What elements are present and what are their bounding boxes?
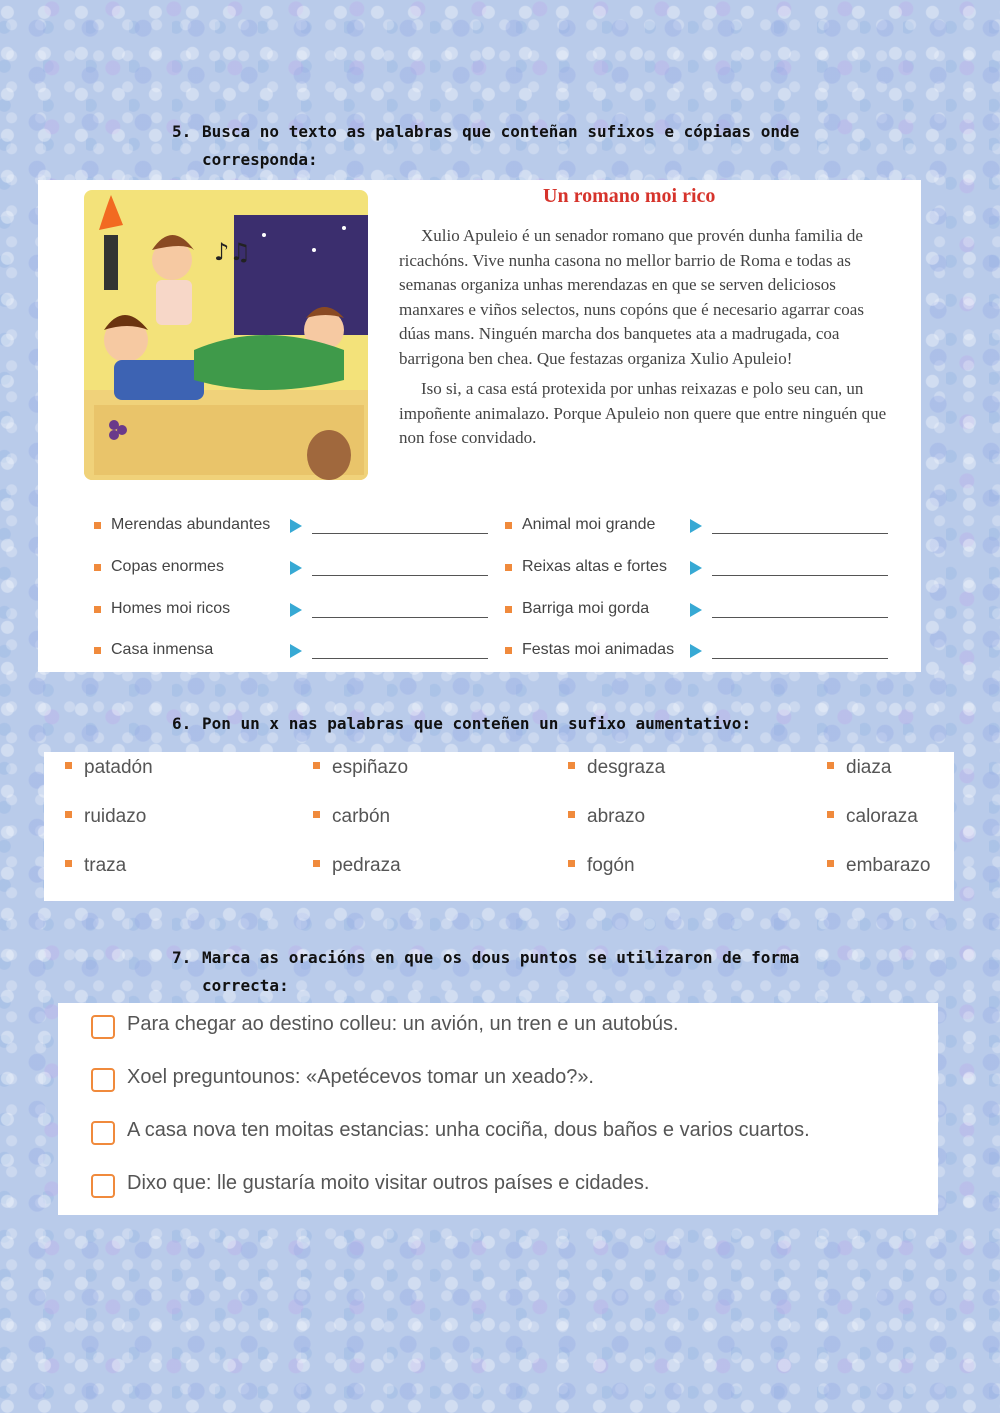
arrow-right-icon: [690, 644, 702, 658]
bullet-icon: [94, 564, 101, 571]
arrow-right-icon: [690, 519, 702, 533]
word-option[interactable]: pedraza: [313, 855, 401, 877]
word-option[interactable]: ruidazo: [65, 806, 146, 828]
section5-instruction: 5. Busca no texto as palabras que conteñan sufixos e cópiaas onde corresponda:: [172, 122, 800, 169]
word-option[interactable]: abrazo: [568, 806, 645, 828]
roman-banquet-illustration: [84, 190, 368, 480]
bullet-icon: [505, 647, 512, 654]
bullet-icon: [505, 564, 512, 571]
bullet-icon: [568, 762, 575, 769]
arrow-right-icon: [290, 561, 302, 575]
checkbox[interactable]: [91, 1068, 115, 1092]
bullet-icon: [313, 860, 320, 867]
bullet-icon: [827, 811, 834, 818]
answer-blank[interactable]: [312, 658, 488, 659]
word-option[interactable]: desgraza: [568, 757, 665, 779]
word-option[interactable]: fogón: [568, 855, 635, 877]
match-row: Festas moi animadas: [505, 639, 905, 663]
story-paragraph: Iso si, a casa está protexida por unhas reixazas e polo seu can, un impoñente animalazo. Porque Apuleio non quere que entre ninguén que non fose convidado.: [399, 379, 887, 447]
bullet-icon: [65, 811, 72, 818]
arrow-right-icon: [690, 561, 702, 575]
word-option[interactable]: carbón: [313, 806, 390, 828]
match-row: Casa inmensa: [94, 639, 494, 663]
exercise7-panel: Para chegar ao destino colleu: un avión, un tren e un autobús. Xoel preguntounos: «Apetécevos tomar un xeado?». A casa nova ten moitas estancias: unha cociña, dous baños e varios cuartos. Dixo que: lle gustaría moito visitar outros países e cidades.: [58, 1003, 938, 1215]
answer-blank[interactable]: [712, 575, 888, 576]
word-option[interactable]: traza: [65, 855, 126, 877]
word-option[interactable]: diaza: [827, 757, 891, 779]
bullet-icon: [827, 762, 834, 769]
match-row: Reixas altas e fortes: [505, 556, 905, 580]
exercise5-panel: [38, 180, 921, 672]
bullet-icon: [568, 860, 575, 867]
bullet-icon: [65, 762, 72, 769]
match-row: Merendas abundantes: [94, 514, 494, 538]
bullet-icon: [505, 522, 512, 529]
bullet-icon: [65, 860, 72, 867]
bullet-icon: [94, 647, 101, 654]
bullet-icon: [568, 811, 575, 818]
word-option[interactable]: espiñazo: [313, 757, 408, 779]
answer-blank[interactable]: [312, 617, 488, 618]
match-row: Copas enormes: [94, 556, 494, 580]
story-title: Un romano moi rico: [543, 185, 716, 207]
story-paragraph: Xulio Apuleio é un senador romano que provén dunha familia de ricachóns. Vive nunha casona no mellor barrio de Roma e todas as semanas organiza unhas merendazas en que se serven deliciosos manxares e viños selectos, nuns copóns que é necesario agarrar coas dúas mans. Ninguén marcha dos banquetes ata a madrugada, coa barrigona ben chea. Que festazas organiza Xulio Apuleio!: [399, 226, 864, 368]
word-option[interactable]: caloraza: [827, 806, 918, 828]
answer-blank[interactable]: [312, 575, 488, 576]
bullet-icon: [505, 606, 512, 613]
svg-text:♪♫: ♪♫: [214, 238, 251, 266]
arrow-right-icon: [290, 519, 302, 533]
bullet-icon: [313, 762, 320, 769]
bullet-icon: [94, 522, 101, 529]
answer-blank[interactable]: [312, 533, 488, 534]
answer-blank[interactable]: [712, 533, 888, 534]
story-text: [399, 224, 889, 457]
arrow-right-icon: [690, 603, 702, 617]
exercise6-panel: [44, 752, 954, 901]
word-option[interactable]: embarazo: [827, 855, 931, 877]
match-row: Animal moi grande: [505, 514, 905, 538]
bullet-icon: [94, 606, 101, 613]
checkbox[interactable]: [91, 1121, 115, 1145]
section6-instruction: 6. Pon un x nas palabras que conteñen un sufixo aumentativo:: [172, 714, 752, 733]
bullet-icon: [313, 811, 320, 818]
answer-blank[interactable]: [712, 658, 888, 659]
section7-instruction: 7. Marca as oracións en que os dous puntos se utilizaron de forma correcta:: [172, 948, 800, 995]
answer-blank[interactable]: [712, 617, 888, 618]
match-row: Homes moi ricos: [94, 598, 494, 622]
checkbox[interactable]: [91, 1015, 115, 1039]
arrow-right-icon: [290, 644, 302, 658]
match-row: Barriga moi gorda: [505, 598, 905, 622]
checkbox[interactable]: [91, 1174, 115, 1198]
word-option[interactable]: patadón: [65, 757, 153, 779]
bullet-icon: [827, 860, 834, 867]
arrow-right-icon: [290, 603, 302, 617]
